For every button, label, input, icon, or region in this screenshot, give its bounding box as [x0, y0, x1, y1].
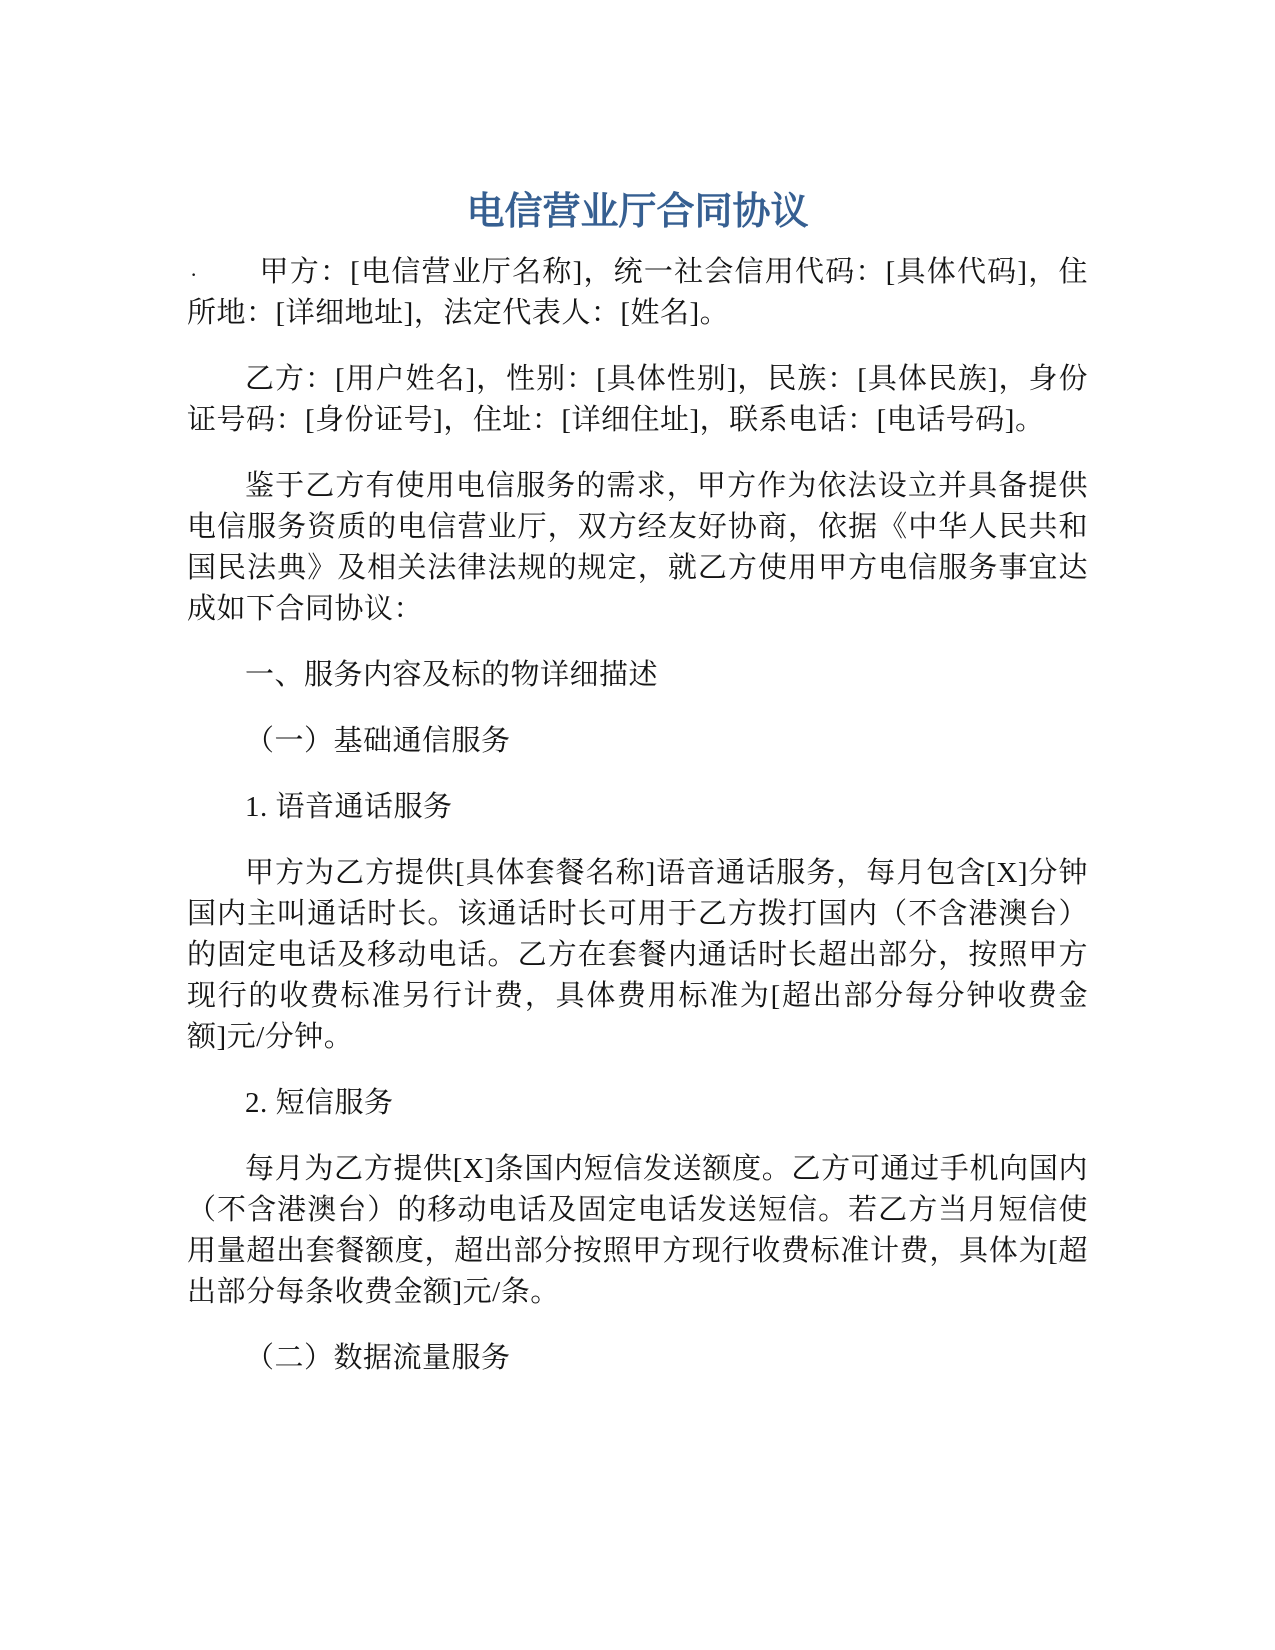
paragraph-party-a [187, 252, 1088, 334]
paragraph-party-a-text: 甲方：[电信营业厅名称]，统一社会信用代码：[具体代码]，住所地：[详细地址]，法定代表人：[姓名]。 [187, 256, 1088, 329]
heading-item-voice-service: 1. 语音通话服务 [245, 791, 453, 823]
paragraph-voice-service: 甲方为乙方提供[具体套餐名称]语音通话服务，每月包含[X]分钟国内主叫通话时长。该通话时长可用于乙方拨打国内（不含港澳台）的固定电话及移动电话。乙方在套餐内通话时长超出部分，按照甲方现行的收费标准另行计费，具体费用标准为[超出部分每分钟收费金额]元/分钟。 [187, 857, 1088, 1053]
list-bullet: · [190, 262, 198, 287]
heading-item-sms-service: 2. 短信服务 [245, 1087, 394, 1119]
document-title: 电信营业厅合同协议 [466, 191, 809, 233]
paragraph-party-b: 乙方：[用户姓名]，性别：[具体性别]，民族：[具体民族]，身份证号码：[身份证号]，住址：[详细住址]，联系电话：[电话号码]。 [187, 363, 1088, 436]
paragraph-sms-service: 每月为乙方提供[X]条国内短信发送额度。乙方可通过手机向国内（不含港澳台）的移动电话及固定电话发送短信。若乙方当月短信使用量超出套餐额度，超出部分按照甲方现行收费标准计费，具体为[超出部分每条收费金额]元/条。 [187, 1153, 1088, 1308]
paragraph-preamble: 鉴于乙方有使用电信服务的需求，甲方作为依法设立并具备提供电信服务资质的电信营业厅，双方经友好协商，依据《中华人民共和国民法典》及相关法律法规的规定，就乙方使用甲方电信服务事宜达成如下合同协议： [187, 470, 1088, 625]
heading-section-1: 一、服务内容及标的物详细描述 [245, 659, 659, 691]
heading-subsection-1-2: （二）数据流量服务 [245, 1342, 511, 1374]
heading-subsection-1-1: （一）基础通信服务 [245, 725, 511, 757]
